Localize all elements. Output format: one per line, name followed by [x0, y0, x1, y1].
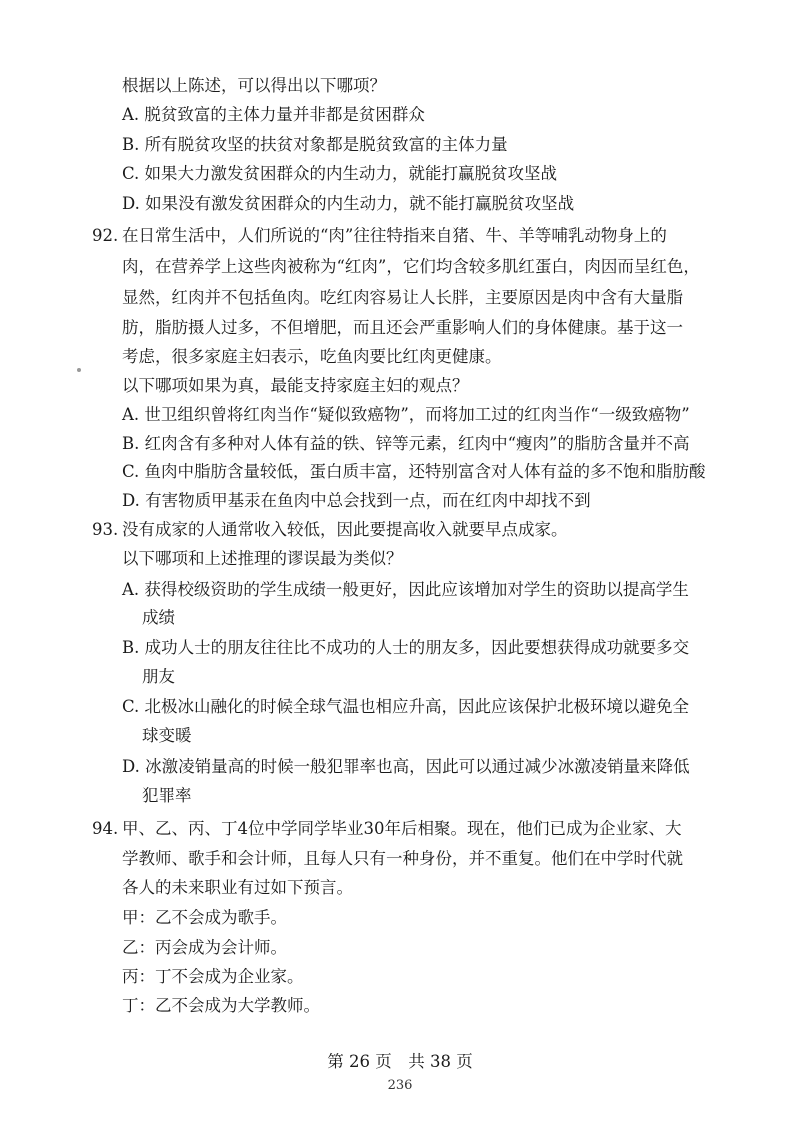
q93-stem: 没有成家的人通常收入较低，因此要提高收入就要早点成家。 [122, 520, 568, 539]
page-label: 第 26 页 共 38 页 [327, 1052, 473, 1071]
q91-stem: 根据以上陈述，可以得出以下哪项？ [122, 76, 386, 95]
exam-page: 根据以上陈述，可以得出以下哪项？ A. 脱贫致富的主体力量并非都是贫困群众 B. 所有脱贫攻坚的扶贫对象都是脱贫致富的主体力量 C. 如果大力激发贫困群众的内生动力，就能打赢脱贫攻坚战 D. 如果没有激发贫困群众的内生动力，就不能打赢脱贫攻坚战 92. 在日常生活中，人们所说的“肉”往往特指来自猪、牛、羊等哺乳动物身上的 肉，在营养学上这些肉被称为“红肉”，它们均含较多肌红蛋白，肉因而呈红色， 显然，红肉并不包括鱼肉。吃红肉容易让人长胖，主要原因是肉中含有大量脂 肪，脂肪摄人过多，不但增肥，而且还会严重影响人们的身体健康。基于这一 考虑，很多家庭主妇表示，吃鱼肉要比红肉更健康。 以下哪项如果为真，最能支持家庭主妇的观点？ A. 世卫组织曾将红肉当作“疑似致癌物”，而将加工过的红肉当作“一级致癌物” B. 红肉含有多种对人体有益的铁、锌等元素，红肉中“瘦肉”的脂肪含量并不高 C. 鱼肉中脂肪含量较低，蛋白质丰富，还特别富含对人体有益的多不饱和脂肪酸 D. 有害物质甲基汞在鱼肉中总会找到一点，而在红肉中却找不到 93. 没有成家的人通常收入较低，因此要提高收入就要早点成家。 以下哪项和上述推理的谬误最为类似？ A. 获得校级资助的学生成绩一般更好，因此应该增加对学生的资助以提高学生 成绩 B. 成功人士的朋友往往比不成功的人士的朋友多，因此要想获得成功就要多交 朋友 C. 北极冰山融化的时候全球气温也相应升高，因此应该保护北极环境以避免全 球变暖 D. 冰激凌销量高的时候一般犯罪率也高，因此可以通过减少冰激凌销量来降低 犯罪率 94. 甲、乙、丙、丁4位中学同学毕业30年后相聚。现在，他们已成为企业家、大 学教师、歌手和会计师，且每人只有一种身份，并不重复。他们在中学时代就 各人的未来职业有过如下预言。 甲：乙不会成为歌手。 乙：丙会成为会计师。 丙：丁不会成为企业家。 丁：乙不会成为大学教师。 第 26 页 共 38 页 236 [0, 0, 800, 1130]
page-number: 236 [387, 1078, 413, 1093]
q94-number: 94. [92, 819, 119, 838]
scan-speck [77, 368, 81, 372]
q93-number: 93. [92, 520, 119, 539]
q92-question: 以下哪项如果为真，最能支持家庭主妇的观点？ [122, 376, 469, 395]
q93-question: 以下哪项和上述推理的谬误最为类似？ [122, 549, 403, 568]
q92-number: 92. [92, 226, 119, 245]
